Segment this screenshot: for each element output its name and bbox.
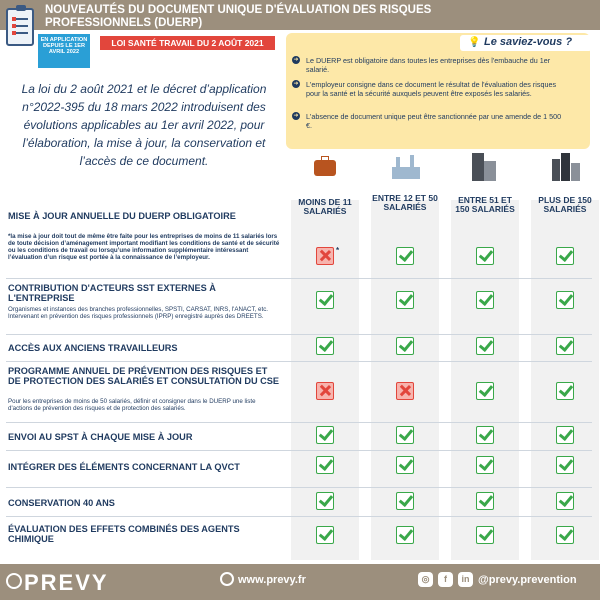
check-icon xyxy=(556,337,574,355)
row-title: PROGRAMME ANNUEL DE PRÉVENTION DES RISQUES ET DE PROTECTION DES SALARIÉS ET CONSULTATION DU CSE xyxy=(8,366,280,386)
check-icon xyxy=(556,526,574,544)
fact-item: ➜ Le DUERP est obligatoire dans toutes les entreprises dès l'embauche du 1er salarié. xyxy=(293,56,551,75)
row-title: INTÉGRER DES ÉLÉMENTS CONCERNANT LA QVCT xyxy=(8,462,240,472)
row-divider xyxy=(6,516,592,517)
instagram-icon[interactable]: ◎ xyxy=(418,572,433,587)
website-link[interactable]: www.prevy.fr xyxy=(238,574,306,586)
check-icon xyxy=(556,426,574,444)
check-icon xyxy=(556,456,574,474)
check-icon xyxy=(316,291,334,309)
check-icon xyxy=(396,247,414,265)
row-note: Organismes et instances des branches professionnelles, SPSTI, CARSAT, INRS, l'ANACT, etc. Intervenant en prévention des risques professionnels (IPRP) enregistré auprès des DREETS. xyxy=(8,306,269,320)
asterisk: * xyxy=(336,246,340,255)
check-icon xyxy=(396,526,414,544)
cross-icon xyxy=(316,382,334,400)
check-icon xyxy=(556,492,574,510)
row-note: *la mise à jour doit tout de même être faite pour les entreprises de moins de 11 salariés lors de toute décision d’aménagement important modifiant les conditions de santé et de sécurité ou les conditions de travail ou lorsqu’une information supplémentaire intéressant l’évaluation d’un risque est portée à la connaissance de l’employeur. xyxy=(8,233,280,261)
check-icon xyxy=(396,426,414,444)
column-header: ENTRE 51 ET 150 SALARIÉS xyxy=(455,195,515,214)
arrow-icon: ➜ xyxy=(293,81,299,87)
check-icon xyxy=(316,492,334,510)
check-icon xyxy=(556,247,574,265)
row-title: ACCÈS AUX ANCIENS TRAVAILLEURS xyxy=(8,343,178,353)
column-header: ENTRE 12 ET 50 SALARIÉS xyxy=(372,193,438,212)
did-you-know-tag xyxy=(460,35,592,51)
check-icon xyxy=(476,426,494,444)
check-icon xyxy=(316,426,334,444)
did-you-know-label: Le saviez-vous ? xyxy=(484,36,573,48)
column-header: PLUS DE 150 SALARIÉS xyxy=(538,195,592,214)
skyscrapers-icon xyxy=(552,153,580,181)
check-icon xyxy=(396,291,414,309)
row-divider xyxy=(6,487,592,488)
check-icon xyxy=(316,526,334,544)
fingerprint-icon xyxy=(6,573,22,589)
check-icon xyxy=(556,382,574,400)
arrow-icon: ➜ xyxy=(293,57,299,63)
fact-item: ➜ L'employeur consigne dans ce document le résultat de l'évaluation des risques pour la santé et la sécurité auxquels peuvent être exposés les salariés. xyxy=(293,80,557,99)
row-divider xyxy=(6,422,592,423)
page-title: NOUVEAUTÉS DU DOCUMENT UNIQUE D'ÉVALUATION DES RISQUES PROFESSIONNELS (DUERP) xyxy=(45,4,432,29)
row-note: Pour les entreprises de moins de 50 salariés, définir et consigner dans le DUERP une liste d'actions de prévention des risques et de protection des salariés. xyxy=(8,398,256,412)
check-icon xyxy=(556,291,574,309)
check-icon xyxy=(316,456,334,474)
check-icon xyxy=(476,492,494,510)
row-divider xyxy=(6,334,592,335)
row-title: ENVOI AU SPST À CHAQUE MISE À JOUR xyxy=(8,432,193,442)
arrow-icon: ➜ xyxy=(293,113,299,119)
fact-item: ➜ L'absence de document unique peut être sanctionnée par une amende de 1 500 €. xyxy=(293,112,562,131)
row-title: CONTRIBUTION D'ACTEURS SST EXTERNES À L'ENTREPRISE xyxy=(8,283,216,303)
check-icon xyxy=(396,456,414,474)
factory-icon xyxy=(392,155,420,179)
row-divider xyxy=(6,450,592,451)
row-divider xyxy=(6,361,592,362)
check-icon xyxy=(476,456,494,474)
briefcase-icon xyxy=(314,160,336,176)
check-icon xyxy=(396,492,414,510)
check-icon xyxy=(316,337,334,355)
application-badge: EN APPLICATION DEPUIS LE 1ER AVRIL 2022 xyxy=(38,34,90,68)
row-divider xyxy=(6,278,592,279)
row-title: ÉVALUATION DES EFFETS COMBINÉS DES AGENTS CHIMIQUE xyxy=(8,524,240,544)
check-icon xyxy=(476,247,494,265)
intro-text: La loi du 2 août 2021 et le décret d’application n°2022-395 du 18 mars 2022 introduisent des évolutions applicables au 1er avril 2022, pour l’élaboration, la mise à jour, la conservation et l’accès de ce document. xyxy=(21,82,267,168)
cross-icon xyxy=(316,247,334,265)
facebook-icon[interactable]: f xyxy=(438,572,453,587)
check-icon xyxy=(476,526,494,544)
check-icon xyxy=(396,337,414,355)
building-icon xyxy=(472,153,496,181)
social-handle[interactable]: @prevy.prevention xyxy=(478,574,577,586)
clipboard-icon xyxy=(6,8,34,46)
globe-icon xyxy=(220,572,234,586)
column-header: MOINS DE 11 SALARIÉS xyxy=(298,197,352,216)
check-icon xyxy=(476,337,494,355)
cross-icon xyxy=(396,382,414,400)
check-icon xyxy=(476,291,494,309)
brand-logo: PREVY xyxy=(24,570,109,595)
linkedin-icon[interactable]: in xyxy=(458,572,473,587)
check-icon xyxy=(476,382,494,400)
law-label: LOI SANTÉ TRAVAIL DU 2 AOÛT 2021 xyxy=(100,36,275,50)
row-title: MISE À JOUR ANNUELLE DU DUERP OBLIGATOIRE xyxy=(8,211,236,221)
row-title: CONSERVATION 40 ANS xyxy=(8,498,115,508)
lightbulb-icon: 💡 xyxy=(468,37,481,48)
